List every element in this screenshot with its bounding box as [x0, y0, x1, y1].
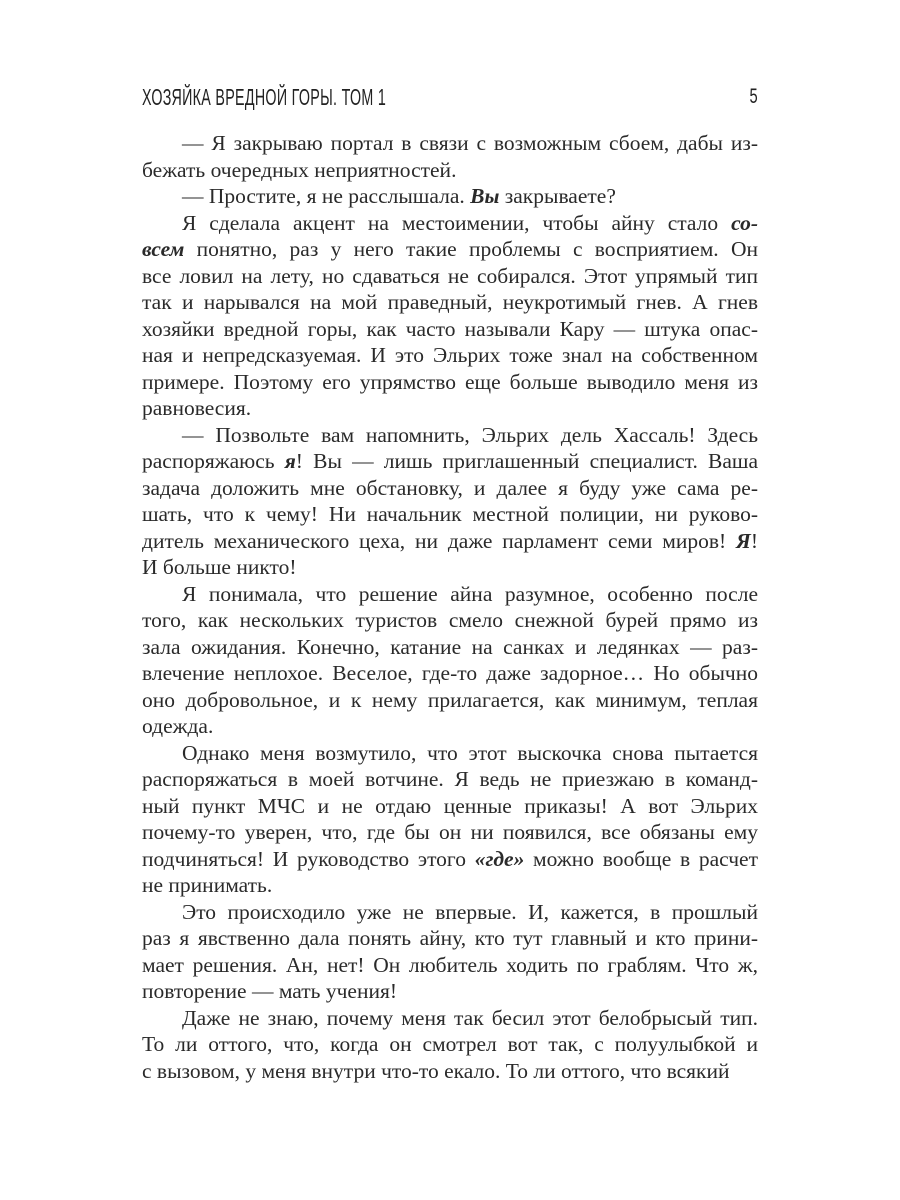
text-run: ная и непредсказуемая. И это Эльрих тоже знал на собственном	[142, 343, 758, 367]
text-line	[142, 316, 758, 343]
text-line	[142, 1058, 758, 1085]
text-run: раз я явственно дала понять айну, кто тут главный и кто прини-	[142, 926, 758, 950]
text-run: И больше никто!	[142, 555, 297, 579]
text-line	[142, 899, 758, 926]
text-line	[142, 342, 758, 369]
text-run: бежать очередных неприятностей.	[142, 157, 457, 182]
emphasized-text: Вы	[470, 184, 500, 208]
text-run: — Простите, я не расслышала.	[182, 184, 471, 208]
text-line	[142, 130, 758, 157]
text-line	[142, 740, 758, 767]
text-run: распоряжаюсь	[142, 449, 285, 473]
text-run: То ли оттого, что, когда он смотрел вот так, с полуулыбкой и	[142, 1032, 758, 1056]
paragraph	[142, 422, 758, 581]
text-run: понятно, раз у него такие проблемы с восприятием. Он	[184, 237, 758, 261]
text-line	[142, 183, 758, 210]
paragraph	[142, 740, 758, 899]
text-line	[142, 660, 758, 687]
text-line	[142, 289, 758, 316]
text-run: !	[750, 528, 758, 553]
text-run: так и нарывался на мой праведный, неукротимый гнев. А гнев	[142, 290, 758, 314]
text-run: зала ожидания. Конечно, катание на санках и ледянках — раз-	[142, 634, 758, 659]
text-line	[142, 819, 758, 846]
text-line	[142, 978, 758, 1005]
paragraph	[142, 899, 758, 1005]
text-run: примере. Поэтому его упрямство еще больше выводило меня из	[142, 369, 758, 394]
text-run: распоряжаться в моей вотчине. Я ведь не приезжаю в команд-	[142, 767, 758, 791]
text-line	[142, 369, 758, 396]
text-line	[142, 236, 758, 263]
paragraph	[142, 1005, 758, 1085]
text-run: Это происходило уже не впервые. И, кажется, в прошлый	[182, 899, 758, 924]
text-line	[142, 952, 758, 979]
text-line	[142, 925, 758, 952]
text-line	[142, 210, 758, 237]
text-run: — Я закрываю портал в связи с возможным сбоем, дабы из-	[182, 131, 758, 155]
paragraph	[142, 210, 758, 422]
text-run: мает решения. Ан, нет! Он любитель ходить по граблям. Что ж,	[142, 952, 758, 977]
text-run: одежда.	[142, 714, 214, 738]
text-run: хозяйки вредной горы, как часто называли Кару — штука опас-	[142, 316, 758, 341]
text-line	[142, 448, 758, 475]
text-line	[142, 793, 758, 820]
text-line	[142, 475, 758, 502]
text-run: равновесия.	[142, 396, 252, 420]
text-line	[142, 422, 758, 449]
text-run: того, как нескольких туристов смело снежной бурей прямо из	[142, 608, 758, 632]
emphasized-text: «где»	[474, 846, 525, 871]
text-run: подчиняться! И руководство этого	[142, 846, 475, 871]
text-line	[142, 766, 758, 793]
text-run: можно вообще в расчет	[524, 846, 758, 871]
text-run: оно добровольное, и к нему прилагается, как минимум, теплая	[142, 687, 758, 712]
paragraph	[142, 183, 758, 210]
text-run: Однако меня возмутило, что этот выскочка снова пытается	[182, 740, 758, 765]
text-run: не принимать.	[142, 873, 273, 897]
text-line	[142, 157, 758, 184]
paragraph	[142, 581, 758, 740]
text-run: влечение неплохое. Веселое, где-то даже задорное… Но обычно	[142, 661, 758, 685]
body-text	[142, 130, 758, 1084]
text-line	[142, 501, 758, 528]
running-header	[142, 84, 758, 114]
text-run: шать, что к чему! Ни начальник местной полиции, ни руково-	[142, 502, 758, 526]
emphasized-text: я	[284, 449, 296, 473]
text-line	[142, 554, 758, 581]
text-run: — Позвольте вам напомнить, Эльрих дель Хассаль! Здесь	[182, 422, 758, 447]
emphasized-text: Я	[736, 528, 751, 553]
paragraph	[142, 130, 758, 183]
text-line	[142, 263, 758, 290]
text-run: Даже не знаю, почему меня так бесил этот белобрысый тип.	[182, 1005, 758, 1030]
page-number: 5	[749, 85, 758, 108]
text-run: почему-то уверен, что, где бы он ни появился, все обязаны ему	[142, 820, 758, 844]
text-line	[142, 713, 758, 740]
text-run: Я сделала акцент на местоимении, чтобы айну стало	[182, 210, 732, 235]
text-line	[142, 846, 758, 873]
running-title: ХОЗЯЙКА ВРЕДНОЙ ГОРЫ. ТОМ 1	[142, 84, 387, 110]
text-run: дитель механического цеха, ни даже парламент семи миров!	[142, 528, 736, 553]
emphasized-text: всем	[142, 237, 185, 261]
text-run: с вызовом, у меня внутри что-то екало. То ли оттого, что всякий	[142, 1058, 730, 1083]
text-line	[142, 634, 758, 661]
text-run: повторение — мать учения!	[142, 979, 398, 1003]
text-run: Я понимала, что решение айна разумное, особенно после	[182, 581, 758, 606]
text-run: закрываете?	[499, 184, 616, 208]
text-line	[142, 1005, 758, 1032]
text-line	[142, 872, 758, 899]
text-line	[142, 1031, 758, 1058]
text-run: ный пункт МЧС и не отдаю ценные приказы! А вот Эльрих	[142, 793, 758, 818]
text-line	[142, 581, 758, 608]
text-run: ! Вы — лишь приглашенный специалист. Ваша	[295, 449, 758, 473]
text-line	[142, 687, 758, 714]
text-line	[142, 528, 758, 555]
emphasized-text: со-	[731, 210, 758, 235]
text-run: задача доложить мне обстановку, и далее я буду уже сама ре-	[142, 475, 758, 500]
text-line	[142, 607, 758, 634]
text-line	[142, 395, 758, 422]
text-run: все ловил на лету, но сдаваться не собирался. Этот упрямый тип	[142, 263, 758, 288]
